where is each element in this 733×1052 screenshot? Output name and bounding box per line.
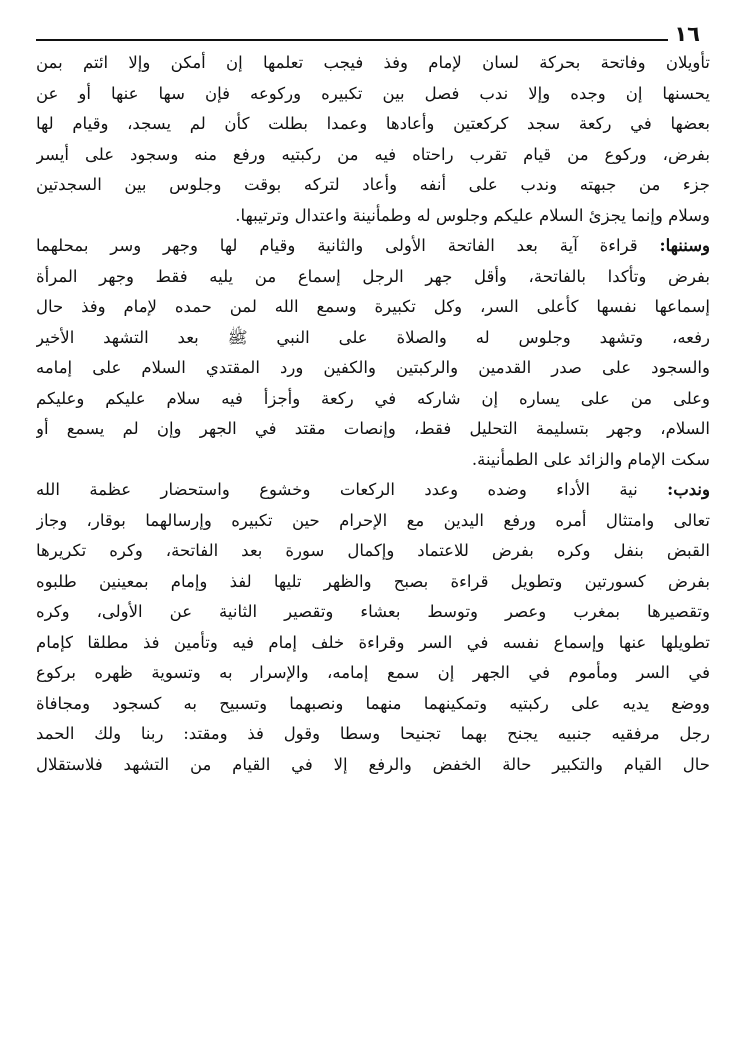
text-line: تعالى وامتثال أمره ورفع اليدين مع الإحرام حين تكبيره وإرسالهما بوقار، وجاز [36,510,710,530]
text-line: بفرض وتأكدا بالفاتحة، وأقل جهر الرجل إسماع من يليه فقط وجهر المرأة [36,266,710,286]
page-header [36,22,708,46]
text-line: القبض بنفل وكره بفرض للاعتماد وإكمال سورة بعد الفاتحة، وكره تكريرها [36,541,710,560]
text-line: يحسنها إن وجده وإلا ندب فصل بين تكبيره وركوعه فإن سها عنها أو عن [36,83,710,103]
text-line [36,231,710,262]
text-line: بفرض كسورتين وتطويل قراءة بصبح والظهر تليها لفذ وإمام بمعينين طلبوه [36,571,710,591]
text-line: والسجود على صدر القدمين والركبتين والكفين ورد المقتدي السلام على إمامه [36,358,710,377]
text-line: في السر ومأموم في الجهر إن سمع إمامه، والإسرار به وتسوية ظهره بركوع [36,663,710,682]
text-line: السلام، وجهر بتسليمة التحليل فقط، وإنصات مقتد في الجهر وإن لم يسمع أو [36,419,710,438]
text-line: بفرض، وركوع من قيام تقرب راحتاه فيه من ركبتيه ورفع منه وسجود على أيسر [36,144,710,164]
text-line: وتقصيرها بمغرب وعصر وتوسط بعشاء وتقصير الثانية عن الأولى، وكره [36,602,710,621]
text-line: حال القيام والتكبير حالة الخفض والرفع إلا في القيام من التشهد فلاستقلال [36,754,710,774]
header-rule [36,39,668,41]
text-line: وسلام وإنما يجزئ السلام عليكم وجلوس له وطمأنينة واعتدال وترتيبها. [235,205,710,225]
text-line: إسماعها نفسها كأعلى السر، وكل تكبيرة وسمع الله لمن حمده لإمام وفذ حال [36,297,710,316]
paragraph-recommended [36,475,710,780]
section-lead: وسننها: [659,236,710,255]
paragraph-obligations [36,48,710,231]
text-line: رفعه، وتشهد وجلوس له والصلاة على النبي ﷺ بعد التشهد الأخير [36,327,710,347]
page-number: ١٦ [674,22,700,46]
paragraph-sunan [36,231,710,475]
text-line: تطويلها عنها وإسماع نفسه في السر وقراءة خلف إمام فيه وتأمين فذ مطلقا كإمام [36,632,710,652]
text-line: تأويلان وفاتحة بحركة لسان لإمام وفذ فيجب تعلمها إن أمكن وإلا ائتم بمن [36,53,710,72]
text-line: رجل مرفقيه جنبيه يجنح بهما تجنيحا وسطا وقول فذ ومقتد: ربنا ولك الحمد [36,724,710,743]
text-line-body: نية الأداء وضده وعدد الركعات وخشوع واستحضار عظمة الله [36,480,638,499]
text-line: سكت الإمام والزائد على الطمأنينة. [471,449,710,469]
text-line: جزء من جبهته وندب على أنفه وأعاد لتركه بوقت وجلوس بين السجدتين [36,175,710,194]
text-line: وعلى من على يساره إن شاركه في ركعة وأجزأ فيه سلام عليكم وعليكم [36,388,710,408]
text-line: بعضها في ركعة سجد كركعتين وأعادها وعمدا بطلت كأن لم يسجد، وقيام لها [36,114,710,133]
text-line [36,475,710,506]
text-body [36,48,710,780]
text-line: ووضع يديه على ركبتيه وتمكينهما منهما ونصبهما وتسبيح به كسجود ومجافاة [36,693,710,713]
text-line-body: قراءة آية بعد الفاتحة الأولى والثانية وقيام لها وجهر وسر بمحلهما [36,236,638,255]
section-lead: وندب: [667,480,710,499]
